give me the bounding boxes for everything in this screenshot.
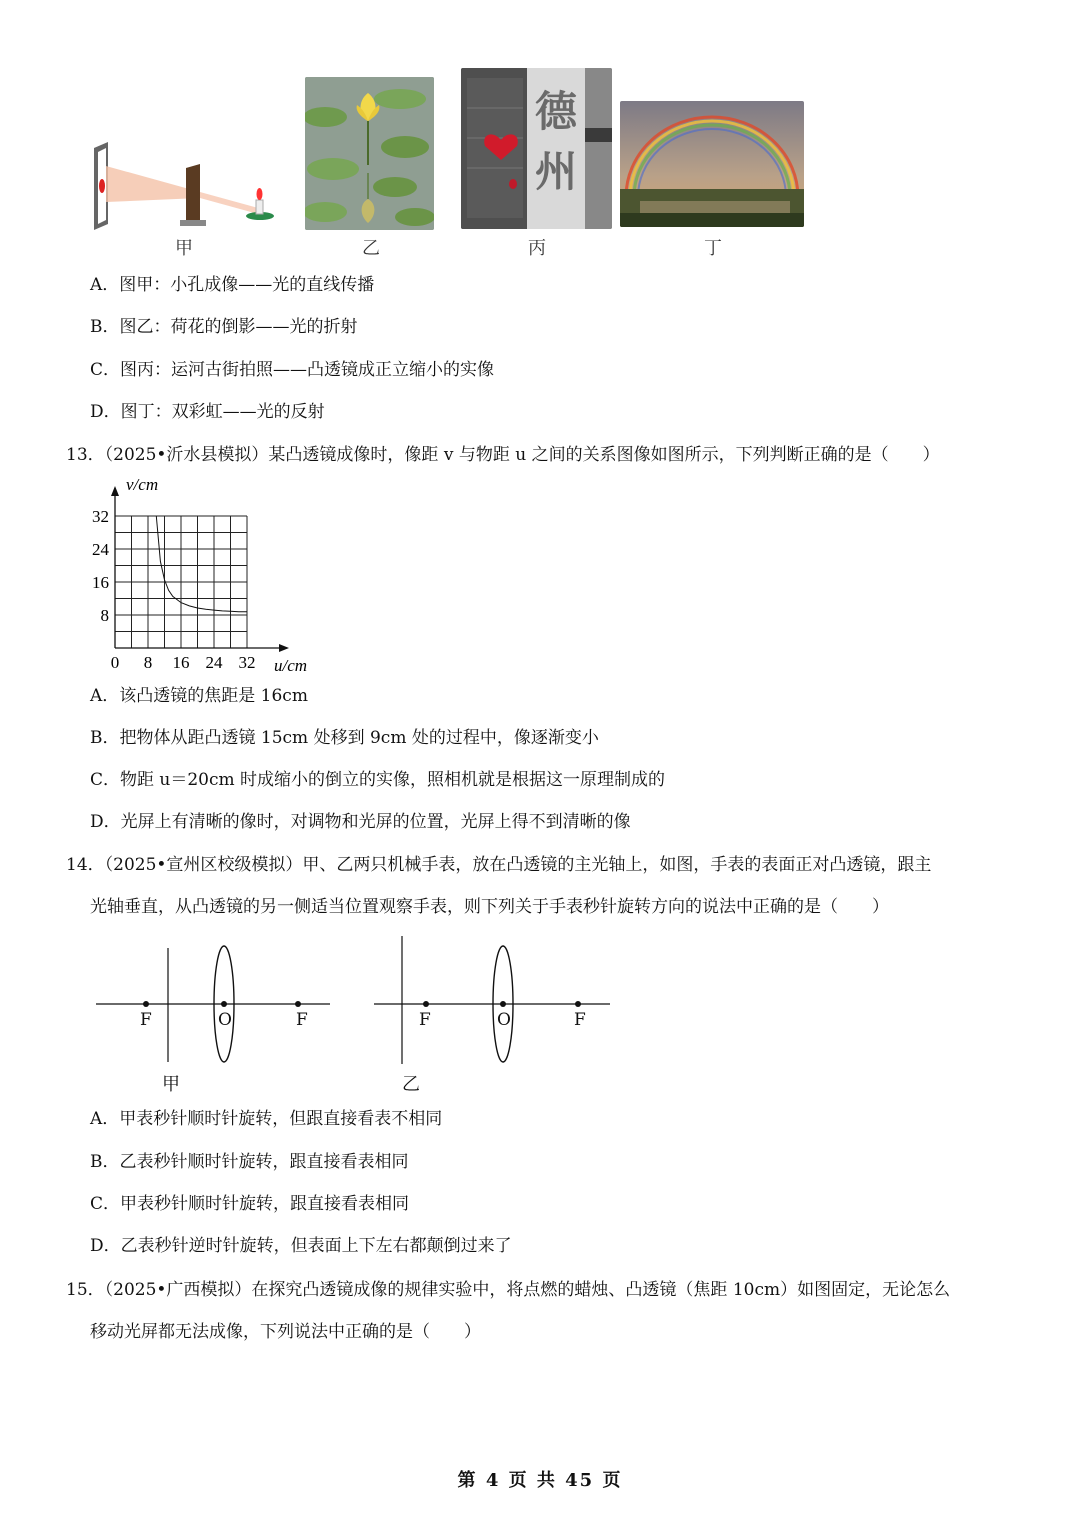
q12-option-a: A．图甲：小孔成像——光的直线传播 (90, 275, 375, 295)
q14-option-a: A．甲表秒针顺时针旋转，但跟直接看表不相同 (90, 1109, 443, 1129)
q13-option-a: A．该凸透镜的焦距是 16cm (90, 686, 308, 706)
street-sign-text: 德州 (534, 87, 577, 196)
q13-stem: 13．（2025•沂水县模拟）某凸透镜成像时，像距 v 与物距 u 之间的关系图像如图所示，下列判断正确的是（ ） (66, 445, 940, 465)
jia-caption: 甲 (162, 1074, 180, 1095)
page-footer: 第 4 页 共 45 页 (457, 1470, 623, 1491)
q12-option-d: D．图丁：双彩虹——光的反射 (90, 402, 325, 422)
figure-jia-caption: 甲 (175, 238, 193, 259)
y-tick-label: 32 (92, 507, 109, 526)
q14-option-c: C．甲表秒针顺时针旋转，跟直接看表相同 (90, 1194, 410, 1214)
q15-stem-line1: 15．（2025•广西模拟）在探究凸透镜成像的规律实验中，将点燃的蜡烛、凸透镜（焦距 10cm）如图固定，无论怎么 (66, 1280, 951, 1300)
x-tick-label: 0 (110, 653, 120, 672)
x-tick-label: 16 (172, 653, 190, 672)
yi-center: O (497, 1010, 511, 1030)
y-tick-label: 24 (92, 540, 109, 559)
jia-focus-right: F (296, 1010, 308, 1030)
y-tick-label: 16 (92, 573, 109, 592)
x-tick-label: 8 (143, 653, 153, 672)
x-axis-arrow (279, 644, 289, 652)
yi-focus-left: F (419, 1010, 431, 1030)
q14-stem-line1: 14．（2025•宣州区校级模拟）甲、乙两只机械手表，放在凸透镜的主光轴上，如图，手表的表面正对凸透镜，跟主 (66, 855, 932, 875)
q13-vu-chart (80, 470, 330, 680)
yi-focus-right: F (574, 1010, 586, 1030)
q13-option-d: D．光屏上有清晰的像时，对调物和光屏的位置，光屏上得不到清晰的像 (90, 812, 631, 832)
figure-ding-rainbow-photo (620, 101, 804, 227)
q14-option-b: B．乙表秒针顺时针旋转，跟直接看表相同 (90, 1152, 409, 1172)
figure-yi-lotus-photo (305, 77, 434, 230)
vu-curve (156, 516, 247, 612)
x-tick-label: 24 (205, 653, 223, 672)
x-axis-label: u/cm (274, 656, 308, 675)
y-axis-arrow (111, 486, 119, 496)
q12-option-b: B．图乙：荷花的倒影——光的折射 (90, 317, 358, 337)
figure-jia-pinhole (88, 138, 284, 234)
figure-bing-caption: 丙 (528, 238, 546, 259)
x-tick-label: 32 (238, 653, 256, 672)
yi-caption: 乙 (402, 1074, 420, 1095)
y-tick-label: 8 (100, 606, 109, 625)
q15-stem-line2: 移动光屏都无法成像，下列说法中正确的是（ ） (90, 1322, 481, 1342)
q14-stem-line2: 光轴垂直，从凸透镜的另一侧适当位置观察手表，则下列关于手表秒针旋转方向的说法中正确的是（ ） (90, 897, 889, 917)
jia-center: O (218, 1010, 232, 1030)
q12-option-c: C．图丙：运河古街拍照——凸透镜成正立缩小的实像 (90, 360, 495, 380)
jia-focus-left: F (140, 1010, 152, 1030)
lens-diagram-yi (370, 930, 620, 1100)
lens-diagram-jia (90, 930, 340, 1100)
q13-option-b: B．把物体从距凸透镜 15cm 处移到 9cm 处的过程中，像逐渐变小 (90, 728, 599, 748)
figure-bing-street-photo (461, 68, 612, 229)
figure-ding-caption: 丁 (704, 238, 722, 259)
q14-option-d: D．乙表秒针逆时针旋转，但表面上下左右都颠倒过来了 (90, 1236, 512, 1256)
q13-option-c: C．物距 u＝20cm 时成缩小的倒立的实像，照相机就是根据这一原理制成的 (90, 770, 666, 790)
figure-yi-caption: 乙 (362, 238, 380, 259)
y-axis-label: v/cm (126, 475, 159, 494)
